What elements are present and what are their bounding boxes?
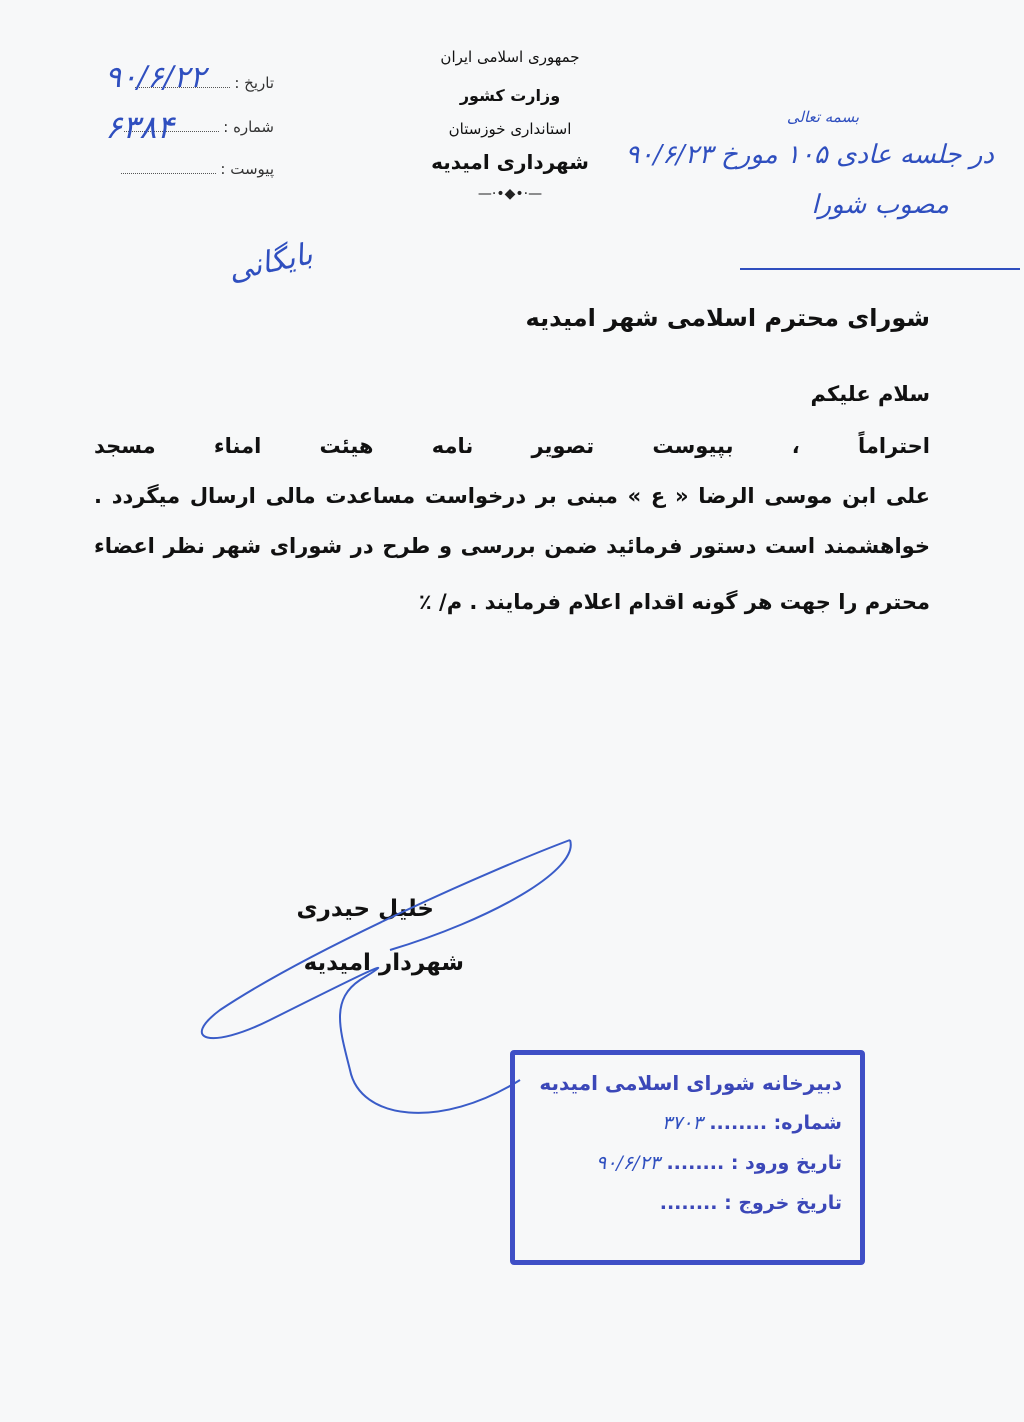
number-label: شماره : xyxy=(223,118,274,136)
signer-name: خلیل حیدری xyxy=(296,896,434,922)
annotation-bismillah: بسمه تعالی xyxy=(786,108,859,126)
annotation-approved: مصوب شورا xyxy=(811,190,949,220)
header-ornament: —·•◆•·— xyxy=(477,186,543,202)
attachment-label: پیوست : xyxy=(220,160,274,178)
stamp-entry-date xyxy=(515,1143,860,1183)
body-line-1: احتراماً ، بپیوست تصویر نامه هیئت امناء مسجد xyxy=(94,434,930,458)
number-value: ۶۳۸۴ xyxy=(105,108,174,146)
body-line-3: خواهشمند است دستور فرمائید ضمن بررسی و طرح در شورای شهر نظر اعضاء xyxy=(94,534,930,558)
header-province: استانداری خوزستان xyxy=(448,120,572,138)
greeting: سلام علیکم xyxy=(810,382,930,406)
header-organization: شهرداری امیدیه xyxy=(431,150,589,174)
date-value: ۹۰/۶/۲۲ xyxy=(105,60,206,95)
stamp-title: دبیرخانه شورای اسلامی امیدیه xyxy=(539,1071,842,1095)
stamp-number xyxy=(515,1103,860,1143)
annotation-archive: بایگانی xyxy=(225,236,316,289)
stamp-entry-label: تاریخ ورود : ........ xyxy=(666,1152,842,1174)
header-ministry: وزارت کشور xyxy=(459,86,561,105)
date-label: تاریخ : xyxy=(234,74,274,92)
header-country: جمهوری اسلامی ایران xyxy=(440,48,580,66)
signer-title: شهردار امیدیه xyxy=(303,950,464,976)
stamp-number-value: ۳۷۰۳ xyxy=(661,1112,703,1134)
annotation-underline xyxy=(740,268,1020,270)
stamp-exit-date: تاریخ خروج : ........ xyxy=(659,1192,842,1214)
stamp-number-label: شماره: ........ xyxy=(709,1112,842,1134)
body-line-4: محترم را جهت هر گونه اقدام اعلام فرمایند . م/ ٪ xyxy=(418,590,930,614)
annotation-session: در جلسه عادی ۱۰۵ مورخ ۹۰/۶/۲۳ xyxy=(625,140,994,170)
attachment-field xyxy=(121,160,274,178)
recipient: شورای محترم اسلامی شهر امیدیه xyxy=(525,304,930,332)
secretariat-stamp xyxy=(510,1050,865,1265)
body-line-2: علی ابن موسی الرضا « ع » مبنی بر درخواست مساعدت مالی ارسال میگردد . xyxy=(94,484,930,508)
stamp-entry-value: ۹۰/۶/۲۳ xyxy=(596,1152,660,1174)
